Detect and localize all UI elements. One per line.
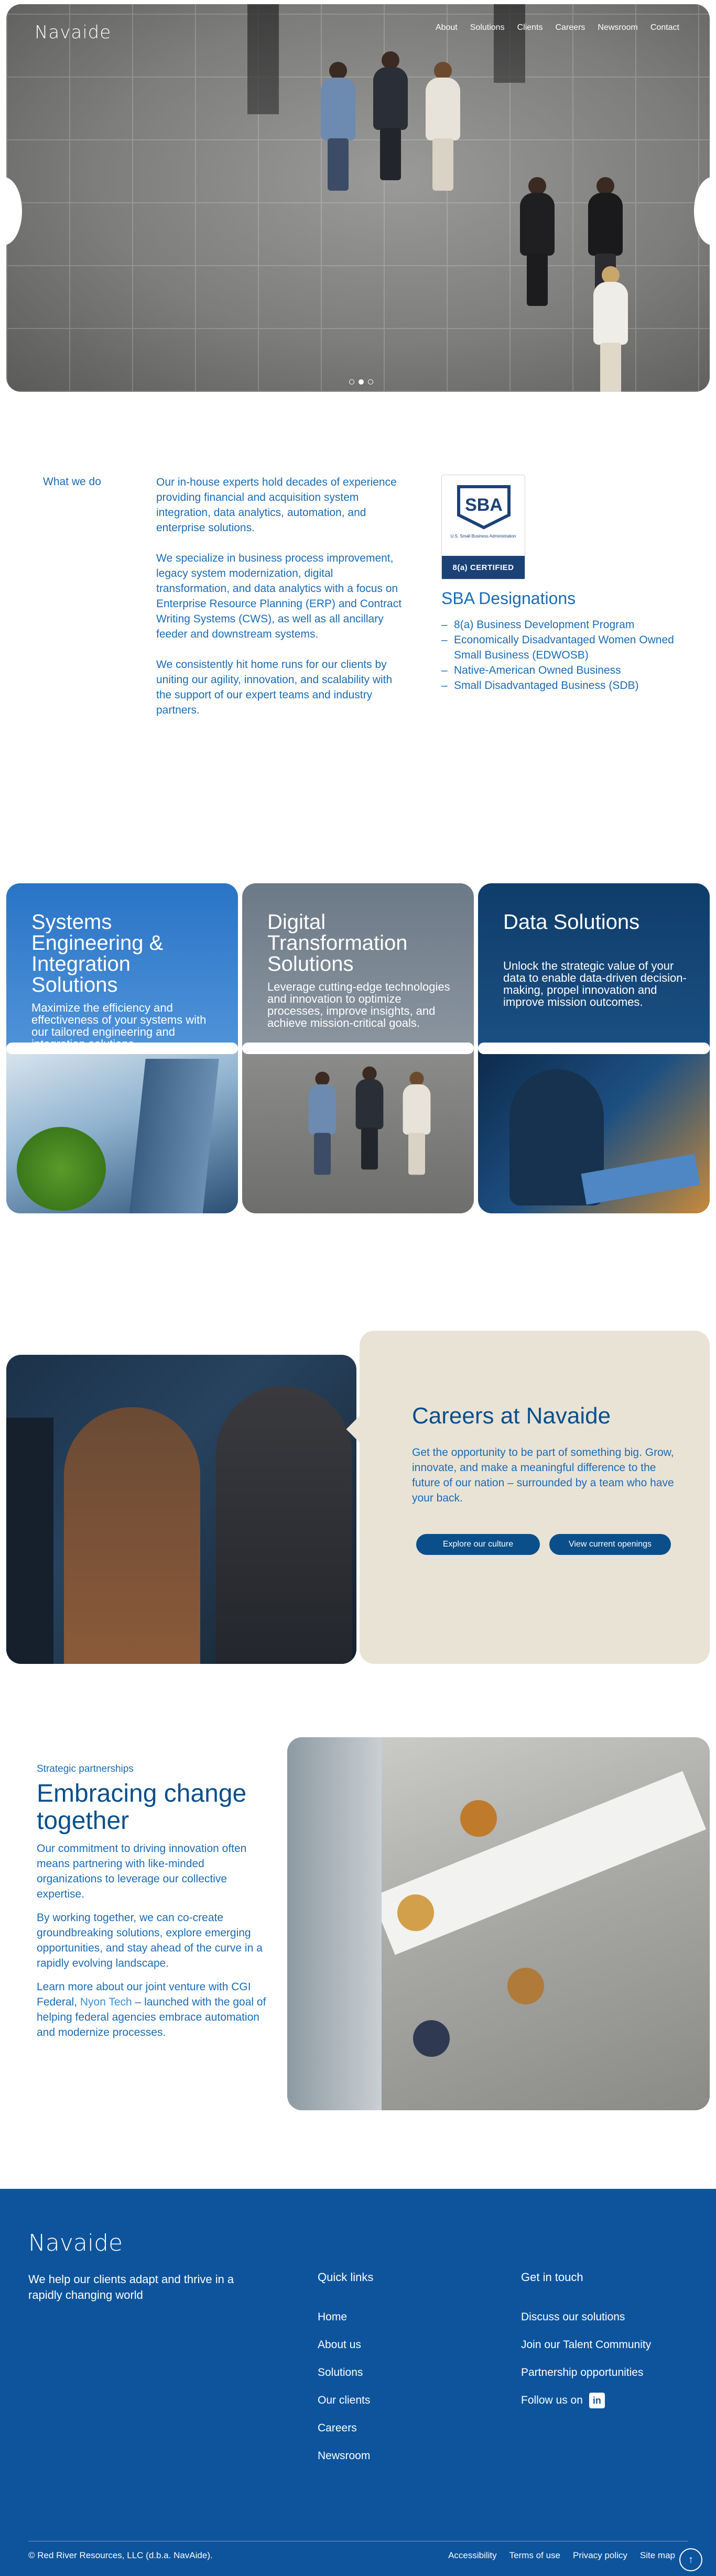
solution-card-systems-engineering[interactable] <box>6 883 238 1213</box>
footer-link-sitemap[interactable]: Site map <box>639 2550 675 2560</box>
footer-link-terms[interactable]: Terms of use <box>509 2550 560 2560</box>
footer-link-home[interactable]: Home <box>318 2311 348 2323</box>
partnerships-kicker: Strategic partnerships <box>37 1763 134 1774</box>
partnerships-photo <box>287 1737 710 2110</box>
what-we-do-text <box>156 475 408 733</box>
footer-link-newsroom[interactable]: Newsroom <box>318 2450 371 2462</box>
what-we-do-paragraph: We consistently hit home runs for our clients by uniting our agility, innovation, and scalability with the support of our expert teams and industry partners. <box>156 659 393 716</box>
partnerships-paragraph: Learn more about our joint venture with CGI Federal, Nyon Tech – launched with the goal of helping federal agencies embrace automation and modernize processes. <box>37 1981 266 2038</box>
sba-certified-badge <box>441 475 525 579</box>
sba-badge-caption: U.S. Small Business Administration <box>450 534 516 539</box>
what-we-do-paragraph: We specialize in business process improvement, legacy system modernization, digital transformation, and data analytics with a focus on Enterprise Resource Planning (ERP) and Contract Writing Systems (CWS), as well as all ancillary feeder and downstream systems. <box>156 552 402 640</box>
what-we-do-paragraph: Our in-house experts hold decades of experience providing financial and acquisition system integration, data analytics, automation, and enterprise solutions. <box>156 476 397 534</box>
carousel-dots <box>349 379 373 385</box>
card-photo-people <box>242 1048 474 1213</box>
card-photo-data-team <box>478 1048 710 1213</box>
hero-pillar <box>494 4 525 83</box>
sba-certified-label: 8(a) CERTIFIED <box>442 556 525 579</box>
quick-links-title: Quick links <box>318 2271 374 2284</box>
careers-title: Careers at Navaide <box>412 1403 611 1429</box>
footer-link-about[interactable]: About us <box>318 2339 361 2351</box>
tree-shape <box>17 1127 106 1211</box>
footer-follow: Follow us on in <box>521 2386 651 2414</box>
footer-link-talent[interactable]: Join our Talent Community <box>521 2339 652 2351</box>
careers-text: Get the opportunity to be part of something big. Grow, innovate, and make a meaningful difference to the future of our nation – surrounded by a team who have your back. <box>412 1446 674 1504</box>
footer-legal-links <box>448 2550 675 2561</box>
footer-tagline: We help our clients adapt and thrive in a rapidly changing world <box>28 2273 234 2301</box>
hero-pillar <box>247 4 279 114</box>
carousel-dot[interactable] <box>368 379 373 385</box>
building-shape <box>129 1059 219 1213</box>
svg-text:SBA: SBA <box>465 495 503 515</box>
hero-person <box>373 51 408 180</box>
hero-person <box>321 62 355 191</box>
photo-window <box>287 1737 382 2110</box>
solution-card-description: Unlock the strategic value of your data to enable data-driven decision-making, propel innovation and improve mission outcomes. <box>503 959 687 1009</box>
card-photo-buildings <box>6 1048 238 1213</box>
card-divider <box>242 1043 474 1054</box>
nav-newsroom[interactable]: Newsroom <box>598 23 638 32</box>
view-openings-button[interactable]: View current openings <box>549 1534 671 1555</box>
solution-card-title: Digital Transformation Solutions <box>267 911 408 975</box>
solution-card-description: Maximize the efficiency and effectiveness of your systems with our tailored engineering and integration solutions. <box>31 1001 207 1050</box>
partnerships-title: Embracing change together <box>37 1780 247 1835</box>
carousel-dot[interactable] <box>349 379 354 385</box>
card-divider <box>478 1043 710 1054</box>
nav-about[interactable]: About <box>435 23 458 32</box>
footer-link-accessibility[interactable]: Accessibility <box>448 2550 497 2560</box>
nav-careers[interactable]: Careers <box>555 23 585 32</box>
solution-card-data-solutions[interactable] <box>478 883 710 1213</box>
get-in-touch-list <box>521 2303 651 2414</box>
footer-logo[interactable]: Navaide <box>28 2230 123 2256</box>
footer-copyright: © Red River Resources, LLC (d.b.a. NavAide). <box>28 2550 213 2560</box>
sba-designation-item: – Native-American Owned Business <box>441 663 688 678</box>
nav-contact[interactable]: Contact <box>650 23 679 32</box>
what-we-do-label: What we do <box>43 476 101 488</box>
careers-photo <box>6 1355 356 1664</box>
partnerships-paragraph: By working together, we can co-create groundbreaking solutions, explore emerging opportunities, and stay ahead of the curve in a rapidly evolving landscape. <box>37 1912 263 1969</box>
site-footer <box>0 2189 716 2576</box>
sba-logo-icon <box>457 485 511 530</box>
sba-designation-item: – Economically Disadvantaged Women Owned Small Business (EDWOSB) <box>441 632 688 663</box>
sba-designation-item: – 8(a) Business Development Program <box>441 617 688 632</box>
solution-card-title: Data Solutions <box>503 911 640 934</box>
linkedin-icon[interactable]: in <box>589 2393 605 2408</box>
nav-clients[interactable]: Clients <box>517 23 543 32</box>
footer-link-privacy[interactable]: Privacy policy <box>572 2550 627 2560</box>
footer-link-partnership[interactable]: Partnership opportunities <box>521 2366 644 2378</box>
partnerships-text <box>37 1841 273 2048</box>
top-navigation <box>436 23 679 32</box>
sba-designation-item: – Small Disadvantaged Business (SDB) <box>441 678 688 693</box>
partnerships-paragraph: Our commitment to driving innovation often means partnering with like-minded organizations to leverage our collective expertise. <box>37 1843 247 1900</box>
solution-card-title: Systems Engineering & Integration Solutions <box>31 911 164 996</box>
footer-link-solutions[interactable]: Solutions <box>318 2366 363 2378</box>
photo-person-right <box>216 1386 352 1664</box>
nav-solutions[interactable]: Solutions <box>470 23 505 32</box>
hero-person <box>520 177 555 306</box>
solution-card-digital-transformation[interactable] <box>242 883 474 1213</box>
footer-link-careers[interactable]: Careers <box>318 2422 357 2434</box>
hero-section <box>6 4 710 392</box>
nyon-tech-link[interactable]: Nyon Tech <box>80 1996 132 2008</box>
quick-links-list <box>318 2303 370 2470</box>
footer-link-clients[interactable]: Our clients <box>318 2394 371 2406</box>
explore-culture-button[interactable]: Explore our culture <box>416 1534 540 1555</box>
careers-panel <box>360 1331 710 1664</box>
photo-person-left <box>64 1407 200 1664</box>
sba-designations-title: SBA Designations <box>441 589 576 608</box>
navaide-logo[interactable]: Navaide <box>35 22 112 43</box>
get-in-touch-title: Get in touch <box>521 2271 583 2284</box>
sba-designations-list <box>441 617 688 693</box>
footer-link-discuss[interactable]: Discuss our solutions <box>521 2311 625 2323</box>
hero-person <box>426 62 460 191</box>
carousel-dot-active[interactable] <box>359 379 364 385</box>
back-to-top-icon[interactable]: ↑ <box>679 2548 702 2571</box>
solution-card-description: Leverage cutting-edge technologies and innovation to optimize processes, improve insights, and achieve mission-critical goals. <box>267 980 450 1029</box>
hero-person <box>593 266 628 392</box>
